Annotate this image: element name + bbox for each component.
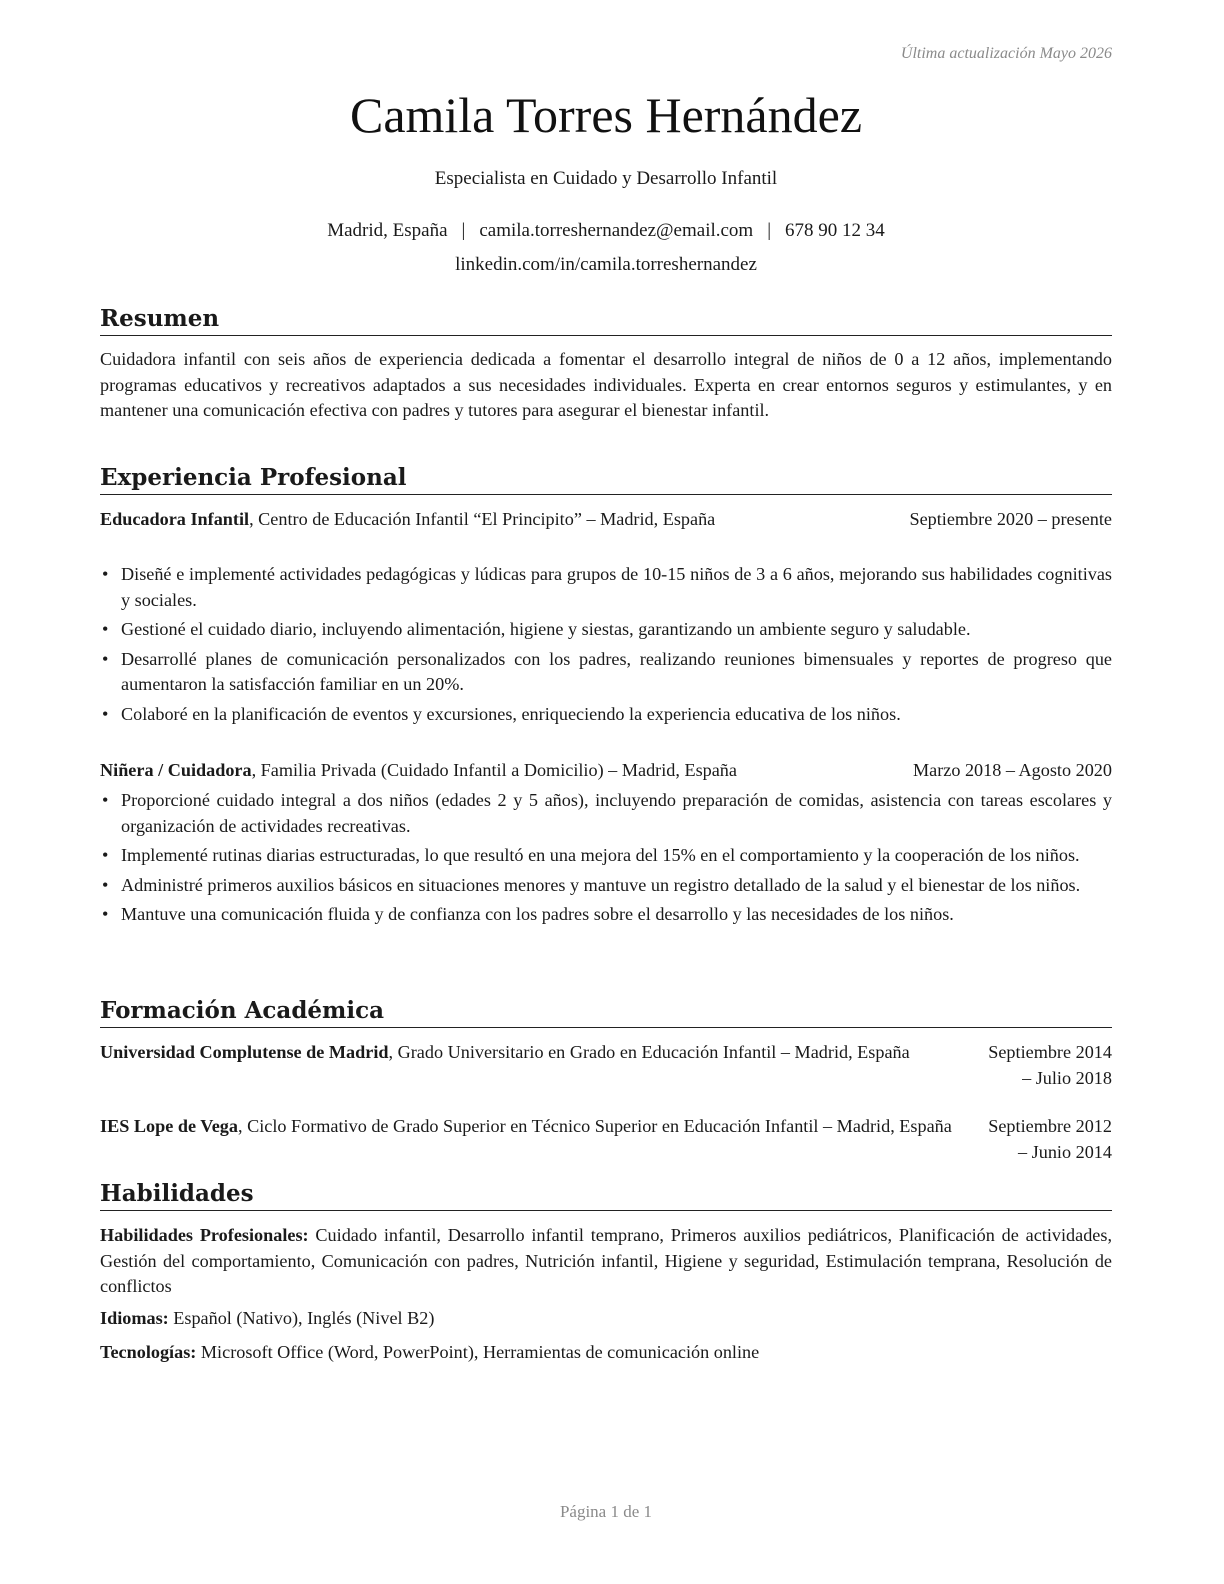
- job-bullets: [100, 788, 1112, 932]
- school-name: IES Lope de Vega: [100, 1116, 238, 1136]
- list-item: • Colaboré en la planificación de eventos y excursiones, enriqueciendo la experiencia educativa de los niños.: [100, 702, 1112, 728]
- job-dates: Septiembre 2020 – presente: [909, 509, 1112, 529]
- list-item: • Proporcioné cuidado integral a dos niños (edades 2 y 5 años), incluyendo preparación de comidas, asistencia con tareas escolares y organización de actividades recreativas.: [100, 788, 1112, 839]
- job-organization: , Familia Privada (Cuidado Infantil a Domicilio) – Madrid, España: [251, 760, 737, 780]
- job-header: [100, 758, 1112, 784]
- school-name: Universidad Complutense de Madrid: [100, 1042, 389, 1062]
- degree: , Grado Universitario en Grado en Educación Infantil – Madrid, España: [388, 1042, 910, 1062]
- location: Madrid, España: [327, 220, 448, 241]
- job-organization: , Centro de Educación Infantil “El Principito” – Madrid, España: [249, 509, 716, 529]
- skills-value: Microsoft Office (Word, PowerPoint), Herramientas de comunicación online: [196, 1342, 760, 1362]
- list-item: • Administré primeros auxilios básicos en situaciones menores y mantuve un registro detallado de la salud y el bienestar de los niños.: [100, 873, 1112, 899]
- resume-page: [100, 0, 1112, 1584]
- skills-languages: [100, 1306, 1112, 1332]
- separator: |: [461, 220, 466, 241]
- candidate-title: Especialista en Cuidado y Desarrollo Infantil: [434, 168, 778, 189]
- last-updated: Última actualización Mayo 2026: [900, 45, 1112, 62]
- section-title-skills: Habilidades: [100, 1180, 1112, 1211]
- job-role: Niñera / Cuidadora: [100, 760, 252, 780]
- job-dates: Marzo 2018 – Agosto 2020: [912, 760, 1112, 780]
- email-link[interactable]: camila.torreshernandez@email.com: [479, 220, 754, 241]
- section-title-education: Formación Académica: [100, 997, 1112, 1028]
- summary-text: Cuidadora infantil con seis años de experiencia dedicada a fomentar el desarrollo integral de niños de 0 a 12 años, implementando programas educativos y recreativos adaptados a sus necesidades individuales. Experta en crear entornos seguros y estimulantes, y en mantener una comunicación efectiva con padres y tutores para asegurar el bienestar infantil.: [100, 349, 1112, 420]
- page-number: Página 1 de 1: [559, 1502, 653, 1521]
- education-dates: Septiembre 2012 – Junio 2014: [988, 1116, 1112, 1162]
- education-item: [100, 1040, 1112, 1088]
- job-bullets: [100, 562, 1112, 731]
- section-title-summary: Resumen: [100, 305, 1112, 336]
- education-dates: Septiembre 2014 – Julio 2018: [988, 1042, 1112, 1088]
- skills-label: Habilidades Profesionales:: [100, 1225, 309, 1245]
- list-item: • Desarrollé planes de comunicación personalizados con los padres, realizando reuniones bimensuales y reportes de progreso que aumentaron la satisfacción familiar en un 20%.: [100, 647, 1112, 698]
- section-title-experience: Experiencia Profesional: [100, 464, 1112, 495]
- skills-professional: [100, 1223, 1112, 1300]
- skills-technologies: [100, 1340, 1112, 1366]
- list-item: • Mantuve una comunicación fluida y de confianza con los padres sobre el desarrollo y las necesidades de los niños.: [100, 902, 1112, 928]
- candidate-name: Camila Torres Hernández: [349, 87, 863, 143]
- list-item: • Implementé rutinas diarias estructuradas, lo que resultó en una mejora del 15% en el comportamiento y la cooperación de los niños.: [100, 843, 1112, 869]
- contact-line: [100, 220, 1112, 242]
- list-item: • Diseñé e implementé actividades pedagógicas y lúdicas para grupos de 10-15 niños de 3 a 6 años, mejorando sus habilidades cognitivas y sociales.: [100, 562, 1112, 613]
- degree: , Ciclo Formativo de Grado Superior en Técnico Superior en Educación Infantil – Madrid, España: [237, 1116, 952, 1136]
- list-item: • Gestioné el cuidado diario, incluyendo alimentación, higiene y siestas, garantizando un ambiente seguro y saludable.: [100, 617, 1112, 643]
- skills-label: Idiomas:: [100, 1308, 169, 1328]
- job-role: Educadora Infantil: [100, 509, 250, 529]
- linkedin-link[interactable]: linkedin.com/in/camila.torreshernandez: [455, 254, 757, 275]
- job-header: [100, 507, 1112, 533]
- skills-value: Español (Nativo), Inglés (Nivel B2): [168, 1308, 435, 1328]
- separator: |: [767, 220, 772, 241]
- phone: 678 90 12 34: [785, 220, 885, 241]
- skills-label: Tecnologías:: [100, 1342, 197, 1362]
- education-item: [100, 1114, 1112, 1162]
- skills-value: Cuidado infantil, Desarrollo infantil temprano, Primeros auxilios pediátricos, Planificación de actividades, Gestión del comportamiento, Comunicación con padres, Nutrición infantil, Higiene y seguridad, Estimulación temprana, Resolución de conflictos: [100, 1225, 1112, 1296]
